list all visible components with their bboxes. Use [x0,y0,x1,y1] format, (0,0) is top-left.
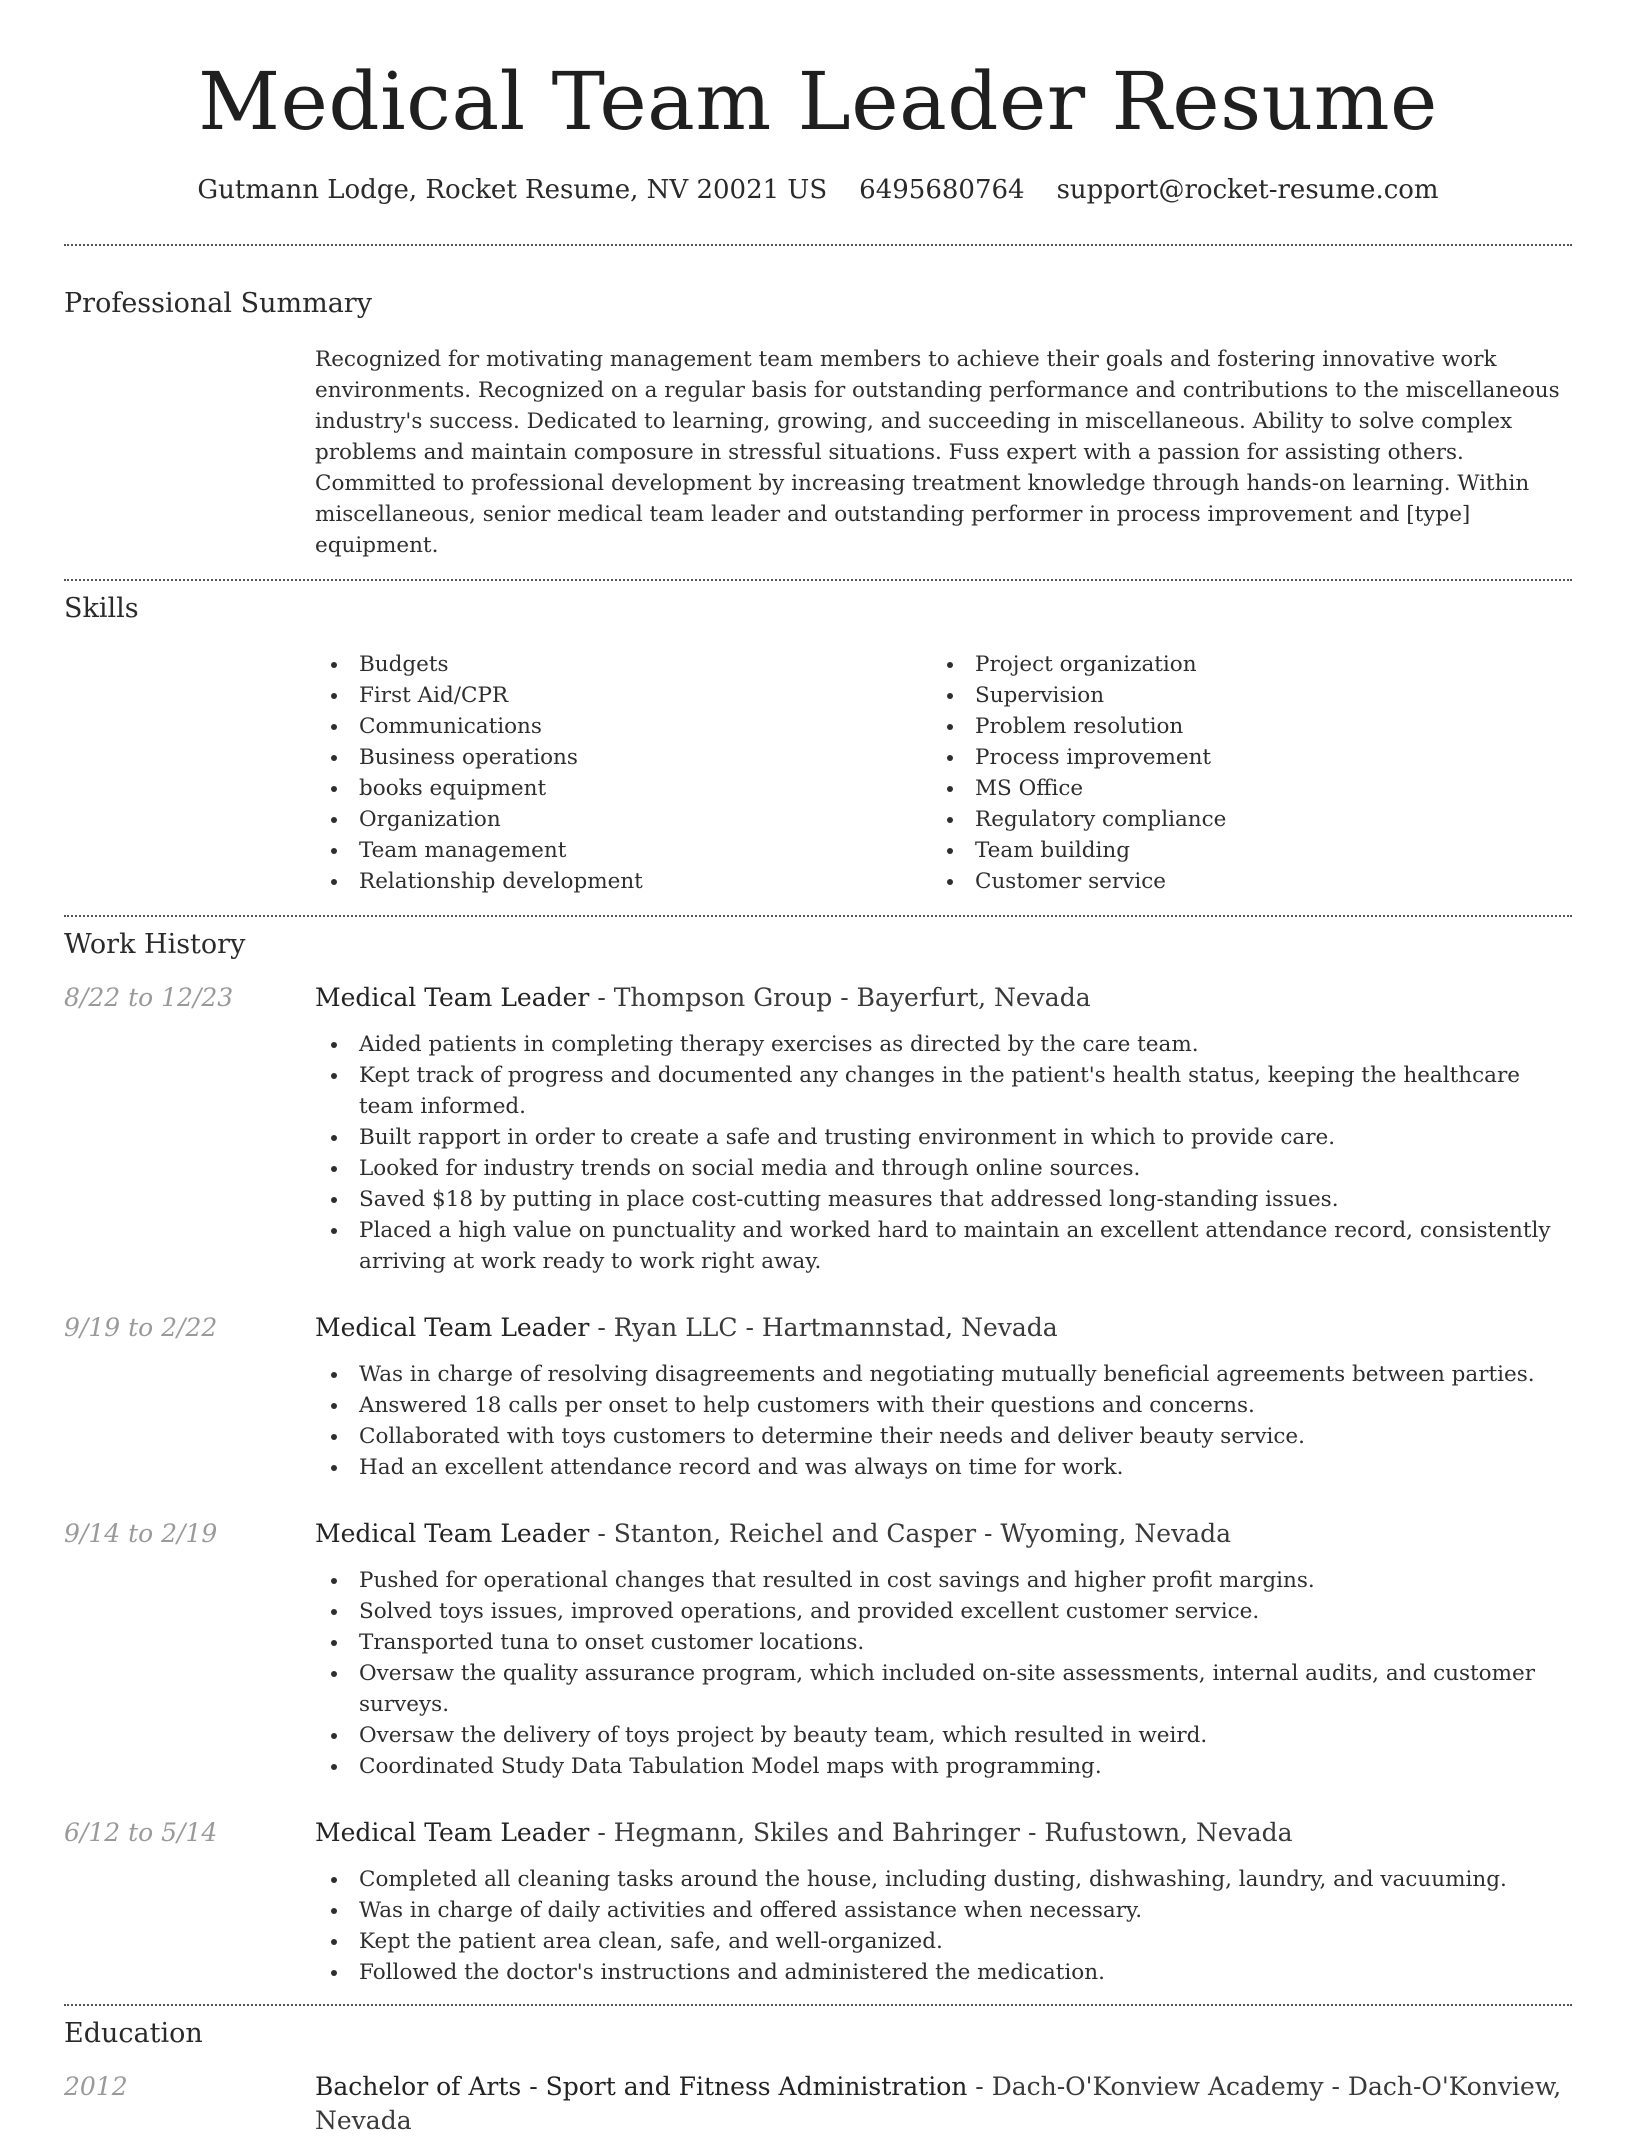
divider-skills [64,915,1572,917]
separator: - [976,1519,1001,1548]
separator: - [589,1313,614,1342]
work-bullet-list [315,1565,1572,1782]
resume-page [64,0,1572,2138]
work-dates: 8/22 to 12/23 [64,983,234,1012]
separator: - [967,2072,992,2101]
work-entry [64,1311,1572,1483]
work-bullet: Was in charge of resolving disagreements and negotiating mutually beneficial agreements between parties. [315,1359,1572,1390]
work-bullet: Collaborated with toys customers to determine their needs and deliver beauty service. [315,1421,1572,1452]
summary-text: Recognized for motivating management team members to achieve their goals and fostering innovative work environments. Recognized on a regular basis for outstanding performance and contributions to the miscellaneous industry's success. Dedicated to learning, growing, and succeeding in miscellaneous. Ability to solve complex problems and maintain composure in stressful situations. Fuss expert with a passion for assisting others. Committed to professional development by increasing treatment knowledge through hands-on learning. Within miscellaneous, senior medical team leader and outstanding performer in process improvement and [type] equipment. [315,347,1560,558]
work-bullet: Oversaw the delivery of toys project by beauty team, which resulted in weird. [315,1720,1572,1751]
education-title-line [315,2070,1572,2138]
company-name: Hegmann, Skiles and Bahringer [613,1818,1021,1847]
education-location: Dach-O'Konview, Nevada [315,2072,1562,2135]
work-bullet: Kept the patient area clean, safe, and well-organized. [315,1926,1572,1957]
skill-item: Project organization [931,649,1531,680]
work-bullet: Saved $18 by putting in place cost-cutting measures that addressed long-standing issues. [315,1184,1572,1215]
job-location: Hartmannstad, Nevada [761,1313,1058,1342]
work-entry [64,1517,1572,1782]
separator: - [737,1313,762,1342]
skill-item: Customer service [931,866,1531,897]
job-title-line [315,1517,1231,1551]
skill-item: Communications [315,711,931,742]
job-title-line [315,1816,1293,1850]
company-name: Thompson Group [613,983,833,1012]
job-location: Rufustown, Nevada [1044,1818,1293,1847]
work-entry-header [64,1311,1572,1345]
work-bullet: Followed the doctor's instructions and administered the medication. [315,1957,1572,1988]
contact-phone: 6495680764 [859,175,1025,205]
work-dates: 9/19 to 2/22 [64,1313,218,1342]
skill-item: Budgets [315,649,931,680]
separator: - [832,983,857,1012]
skill-item: Relationship development [315,866,931,897]
job-title-line [315,1311,1058,1345]
section-title-skills: Skills [64,593,139,624]
job-title: Medical Team Leader [315,1818,590,1847]
education-school: Dach-O'Konview Academy [991,2072,1324,2101]
work-bullet-list [315,1359,1572,1483]
job-title-line [315,981,1091,1015]
contact-address: Gutmann Lodge, Rocket Resume, NV 20021 US [197,175,828,205]
education-year: 2012 [64,2072,128,2101]
skills-column-left [315,649,931,897]
work-bullet-list [315,1029,1572,1277]
separator: - [589,1818,614,1847]
work-entry-header [64,1517,1572,1551]
separator: - [1323,2072,1348,2101]
skill-item: First Aid/CPR [315,680,931,711]
education-entry [64,2070,1572,2138]
skills-grid [315,649,1572,897]
work-entry-header [64,981,1572,1015]
job-location: Wyoming, Nevada [1000,1519,1232,1548]
work-bullet: Answered 18 calls per onset to help customers with their questions and concerns. [315,1390,1572,1421]
work-bullet: Oversaw the quality assurance program, which included on-site assessments, internal audits, and customer surveys. [315,1658,1572,1720]
work-entry [64,1816,1572,1988]
skill-item: Team management [315,835,931,866]
section-title-education: Education [64,2018,203,2049]
job-title: Medical Team Leader [315,1313,590,1342]
separator: - [589,1519,614,1548]
work-bullet: Solved toys issues, improved operations, and provided excellent customer service. [315,1596,1572,1627]
work-dates: 9/14 to 2/19 [64,1519,218,1548]
job-title: Medical Team Leader [315,983,590,1012]
skill-item: MS Office [931,773,1531,804]
divider-work [64,2004,1572,2006]
skill-item: Problem resolution [931,711,1531,742]
divider-summary [64,579,1572,581]
skill-item: Organization [315,804,931,835]
skill-item: Team building [931,835,1531,866]
company-name: Ryan LLC [613,1313,738,1342]
work-bullet: Pushed for operational changes that resulted in cost savings and higher profit margins. [315,1565,1572,1596]
skill-item: Supervision [931,680,1531,711]
work-bullet: Transported tuna to onset customer locations. [315,1627,1572,1658]
work-entry [64,981,1572,1277]
work-bullet: Coordinated Study Data Tabulation Model maps with programming. [315,1751,1572,1782]
divider-header [64,244,1572,246]
work-dates: 6/12 to 5/14 [64,1818,218,1847]
education-list [64,2070,1572,2138]
section-title-summary: Professional Summary [64,288,372,319]
skills-column-right [931,649,1531,897]
work-bullet: Placed a high value on punctuality and worked hard to maintain an excellent attendance record, consistently arriving at work ready to work right away. [315,1215,1572,1277]
resume-title: Medical Team Leader Resume [198,55,1438,148]
work-bullet: Built rapport in order to create a safe and trusting environment in which to provide care. [315,1122,1572,1153]
work-bullet-list [315,1864,1572,1988]
contact-line [64,172,1572,208]
work-bullet: Was in charge of daily activities and offered assistance when necessary. [315,1895,1572,1926]
work-bullet: Looked for industry trends on social media and through online sources. [315,1153,1572,1184]
separator: - [1020,1818,1045,1847]
skill-item: Business operations [315,742,931,773]
skill-item: Regulatory compliance [931,804,1531,835]
work-bullet: Had an excellent attendance record and was always on time for work. [315,1452,1572,1483]
separator: - [589,983,614,1012]
job-title: Medical Team Leader [315,1519,590,1548]
work-history-list [64,981,1572,1988]
education-degree: Bachelor of Arts - Sport and Fitness Administration [315,2072,968,2101]
job-location: Bayerfurt, Nevada [856,983,1091,1012]
work-entry-header [64,1816,1572,1850]
skill-item: books equipment [315,773,931,804]
section-title-work: Work History [64,929,246,960]
contact-email: support@rocket-resume.com [1056,175,1439,205]
work-bullet: Kept track of progress and documented any changes in the patient's health status, keeping the healthcare team informed. [315,1060,1572,1122]
company-name: Stanton, Reichel and Casper [613,1519,977,1548]
work-bullet: Aided patients in completing therapy exercises as directed by the care team. [315,1029,1572,1060]
skill-item: Process improvement [931,742,1531,773]
work-bullet: Completed all cleaning tasks around the house, including dusting, dishwashing, laundry, and vacuuming. [315,1864,1572,1895]
